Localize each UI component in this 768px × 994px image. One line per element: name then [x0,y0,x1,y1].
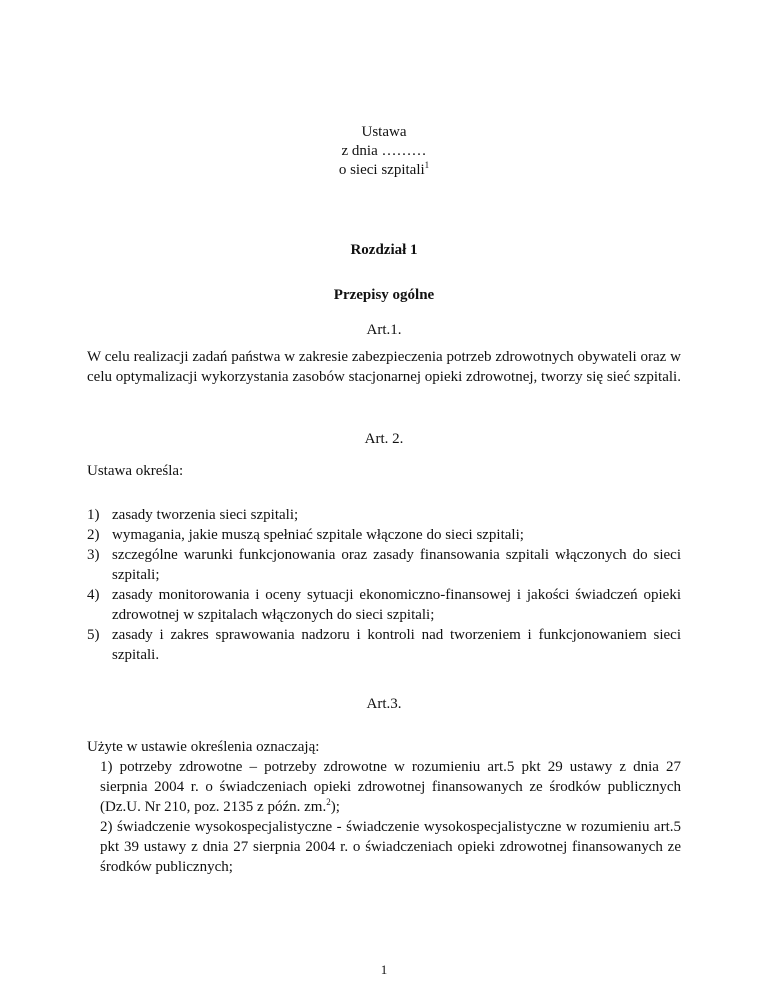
footnote-ref-2: 2 [326,797,331,807]
definition-1-end: ); [330,799,340,815]
footnote-ref-1: 1 [424,160,430,170]
act-subject [87,161,681,180]
list-item-text: szczególne warunki funkcjonowania oraz zasady finansowania szpitali włączonych do sieci szpitali; [112,547,681,583]
list-item-text: wymagania, jakie muszą spełniać szpitale włączone do sieci szpitali; [112,527,524,543]
article-2-list [87,505,681,665]
list-item-number: 1) [87,507,100,523]
act-type: Ustawa [361,124,407,140]
chapter-title: Przepisy ogólne [333,287,435,303]
page-number: 1 [380,962,388,977]
list-item [87,505,681,525]
list-item [87,525,681,545]
list-item [87,625,681,665]
list-item-number: 2) [87,527,100,543]
list-item-number: 5) [87,627,100,643]
article-1-text: W celu realizacji zadań państwa w zakresie zabezpieczenia potrzeb zdrowotnych obywateli oraz w celu optymalizacji wykorzystania zasobów stacjonarnej opieki zdrowotnej, tworzy się sieć szpitali. [87,349,681,385]
list-item [87,545,681,585]
article-2-intro: Ustawa określa: [87,463,184,479]
article-1-heading: Art.1. [366,322,402,338]
definition-1 [87,757,681,817]
definition-1-text: 1) potrzeby zdrowotne – potrzeby zdrowotne w rozumieniu art.5 pkt 29 ustawy z dnia 27 sierpnia 2004 r. o świadczeniach opieki zdrowotnej finansowanych ze środków publicznych (Dz.U. Nr 210, poz. 2135 z późn. zm. [100,759,681,815]
act-title-block [87,123,681,180]
list-item-number: 4) [87,587,100,603]
definition-2: 2) świadczenie wysokospecjalistyczne - świadczenie wysokospecjalistyczne w rozumieniu art.5 pkt 39 ustawy z dnia 27 sierpnia 2004 r. o świadczeniach opieki zdrowotnej finansowanych ze środków publicznych; [100,819,681,875]
article-3-intro: Użyte w ustawie określenia oznaczają: [87,739,320,755]
list-item-text: zasady tworzenia sieci szpitali; [112,507,299,523]
list-item-number: 3) [87,547,100,563]
article-2-heading: Art. 2. [364,431,404,447]
list-item-text: zasady i zakres sprawowania nadzoru i kontroli nad tworzeniem i funkcjonowaniem sieci szpitali. [112,627,681,663]
article-3-heading: Art.3. [366,696,402,712]
chapter-heading: Rozdział 1 [350,242,418,258]
article-3-definitions [87,737,681,877]
list-item [87,585,681,625]
act-subject-text: o sieci szpitali [338,162,425,178]
list-item-text: zasady monitorowania i oceny sytuacji ekonomiczno-finansowej i jakości świadczeń opieki zdrowotnej w szpitalach włączonych do sieci szpitali; [112,587,681,623]
act-date: z dnia ……… [341,143,427,159]
